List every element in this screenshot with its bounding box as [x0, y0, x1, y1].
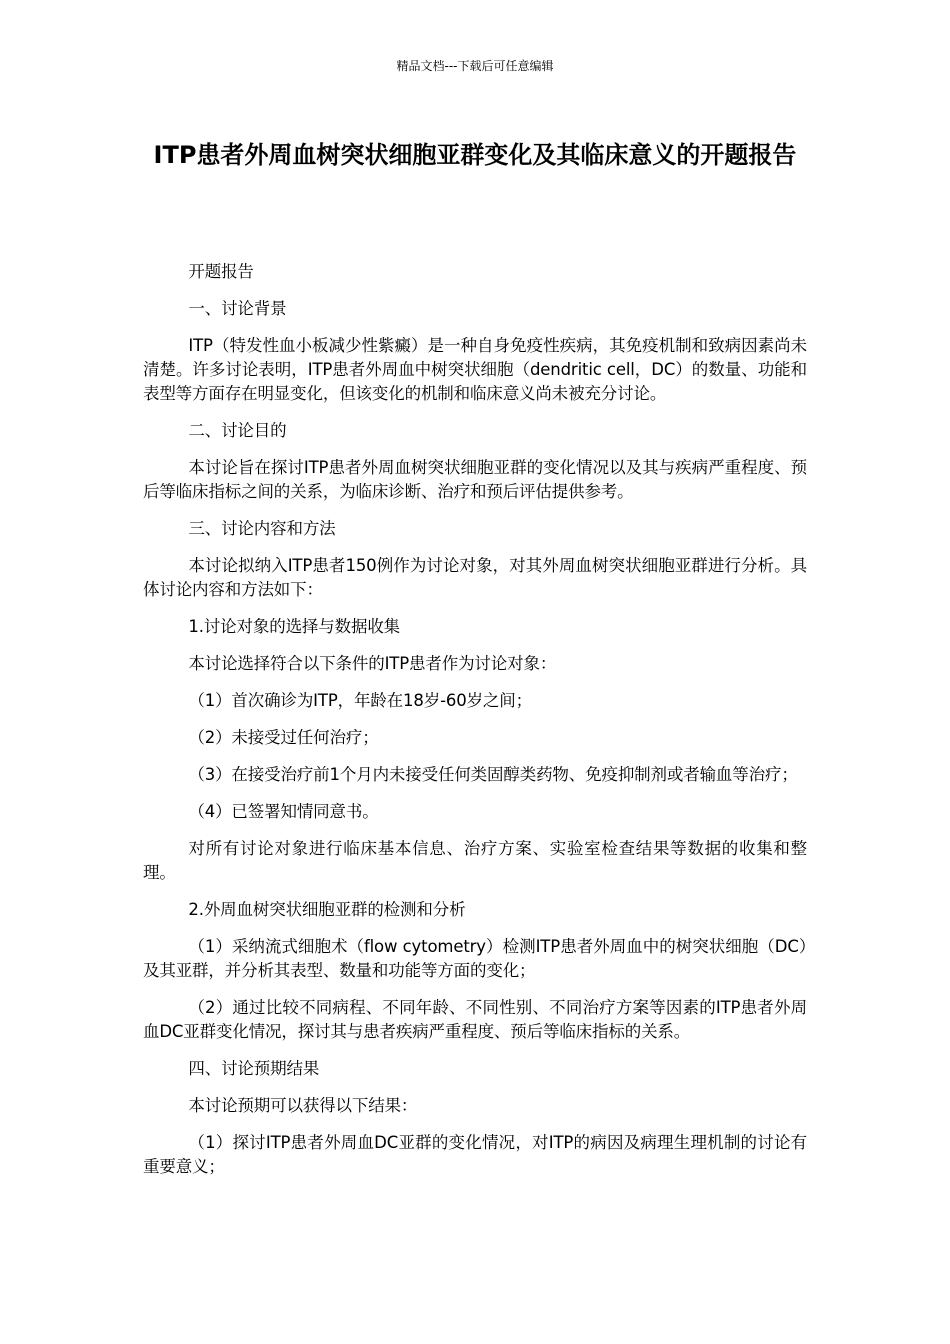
paragraph-background: ITP（特发性血小板减少性紫癜）是一种自身免疫性疾病，其免疫机制和致病因素尚未清楚。许多讨论表明，ITP患者外周血中树突状细胞（dendritic cell，DC）的数量、功能和表型等方面存在明显变化，但该变化的机制和临床意义尚未被充分讨论。: [143, 336, 807, 403]
heading-purpose: 二、讨论目的: [188, 421, 287, 440]
expected-item-1: （1）探讨ITP患者外周血DC亚群的变化情况，对ITP的病因及病理生理机制的讨论有重要意义；: [143, 1133, 807, 1176]
subheading-subject-selection: 1.讨论对象的选择与数据收集: [188, 617, 401, 636]
section-label-proposal: 开题报告: [188, 262, 254, 281]
page-header: 精品文档---下载后可任意编辑: [396, 59, 554, 73]
paragraph-expected-intro: 本讨论预期可以获得以下结果：: [188, 1096, 418, 1115]
heading-background: 一、讨论背景: [188, 299, 287, 318]
heading-expected-results: 四、讨论预期结果: [188, 1059, 320, 1078]
heading-content-methods: 三、讨论内容和方法: [188, 519, 336, 538]
criteria-item-2: （2）未接受过任何治疗；: [188, 728, 379, 747]
paragraph-subject-criteria-intro: 本讨论选择符合以下条件的ITP患者作为讨论对象：: [188, 654, 557, 673]
method-item-2: （2）通过比较不同病程、不同年龄、不同性别、不同治疗方案等因素的ITP患者外周血DC亚群变化情况，探讨其与患者疾病严重程度、预后等临床指标的关系。: [143, 998, 807, 1041]
method-item-1: （1）采纳流式细胞术（flow cytometry）检测ITP患者外周血中的树突状细胞（DC）及其亚群，并分析其表型、数量和功能等方面的变化；: [143, 937, 807, 980]
criteria-item-3: （3）在接受治疗前1个月内未接受任何类固醇类药物、免疫抑制剂或者输血等治疗；: [188, 765, 798, 784]
paragraph-data-collection: 对所有讨论对象进行临床基本信息、治疗方案、实验室检查结果等数据的收集和整理。: [143, 839, 807, 882]
document-body: [143, 260, 807, 1192]
criteria-item-1: （1）首次确诊为ITP，年龄在18岁-60岁之间；: [188, 691, 532, 710]
paragraph-purpose: 本讨论旨在探讨ITP患者外周血树突状细胞亚群的变化情况以及其与疾病严重程度、预后等临床指标之间的关系，为临床诊断、治疗和预后评估提供参考。: [143, 458, 807, 501]
document-title: ITP患者外周血树突状细胞亚群变化及其临床意义的开题报告: [153, 141, 797, 169]
paragraph-content-methods: 本讨论拟纳入ITP患者150例作为讨论对象，对其外周血树突状细胞亚群进行分析。具体讨论内容和方法如下：: [143, 556, 807, 599]
criteria-item-4: （4）已签署知情同意书。: [188, 802, 379, 821]
subheading-dc-detection: 2.外周血树突状细胞亚群的检测和分析: [188, 900, 466, 919]
